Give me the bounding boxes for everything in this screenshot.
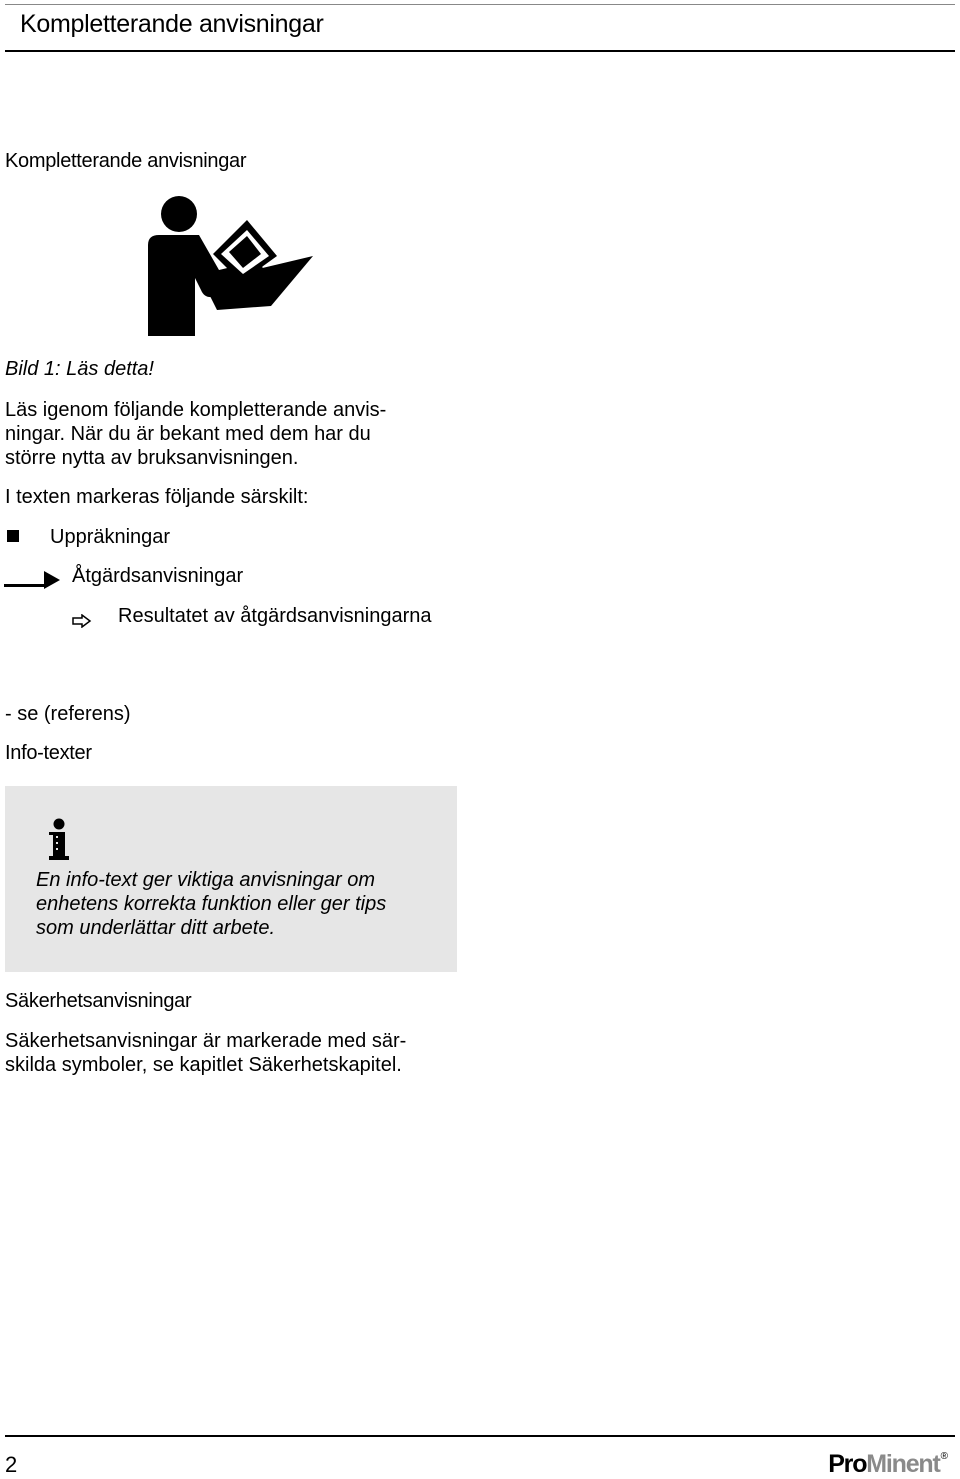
intro-line: Läs igenom följande kompletterande anvis- [5,399,387,421]
info-box-text [36,868,436,940]
prominent-logo [828,1450,948,1479]
info-line: enhetens korrekta funktion eller ger tips [36,893,387,915]
marker-label-resultatet: Resultatet av åtgärdsanvisningarna [118,605,432,627]
footer-rule [5,1435,955,1437]
logo-registered-mark: ® [940,1451,948,1462]
info-line: som underlättar ditt arbete. [36,917,276,939]
info-box [5,786,457,972]
section-title-kompletterande: Kompletterande anvisningar [5,150,247,172]
safety-line: Säkerhetsanvisningar är markerade med sär- [5,1030,407,1052]
reference-text: - se (referens) [5,703,131,725]
result-arrow-icon [72,614,92,628]
square-bullet-icon [6,529,20,543]
page-number: 2 [5,1452,18,1477]
header-top-rule [5,4,955,5]
info-icon [47,818,71,862]
header-bottom-rule [5,50,955,52]
intro-line: större nytta av bruksanvisningen. [5,447,299,469]
page-header-title: Kompletterande anvisningar [20,10,324,38]
intro-line: ningar. När du är bekant med dem har du [5,423,371,445]
safety-paragraph [5,1029,455,1077]
marker-label-atgardsanvisningar: Åtgärdsanvisningar [72,565,244,587]
intro-paragraph [5,398,425,470]
section-title-sakerhetsanvisningar: Säkerhetsanvisningar [5,990,192,1012]
figure-caption: Bild 1: Läs detta! [5,358,154,380]
section-title-info-texter: Info-texter [5,742,92,764]
action-arrow-icon [4,569,60,591]
logo-part-minent: Minent [866,1450,940,1478]
safety-line: skilda symboler, se kapitlet Säkerhetskapitel. [5,1054,402,1076]
marking-intro: I texten markeras följande särskilt: [5,486,309,508]
info-line: En info-text ger viktiga anvisningar om [36,869,376,891]
marker-label-upprakningar: Uppräkningar [50,526,171,548]
logo-part-pro: Pro [828,1450,867,1478]
person-reading-manual-icon [145,190,317,338]
